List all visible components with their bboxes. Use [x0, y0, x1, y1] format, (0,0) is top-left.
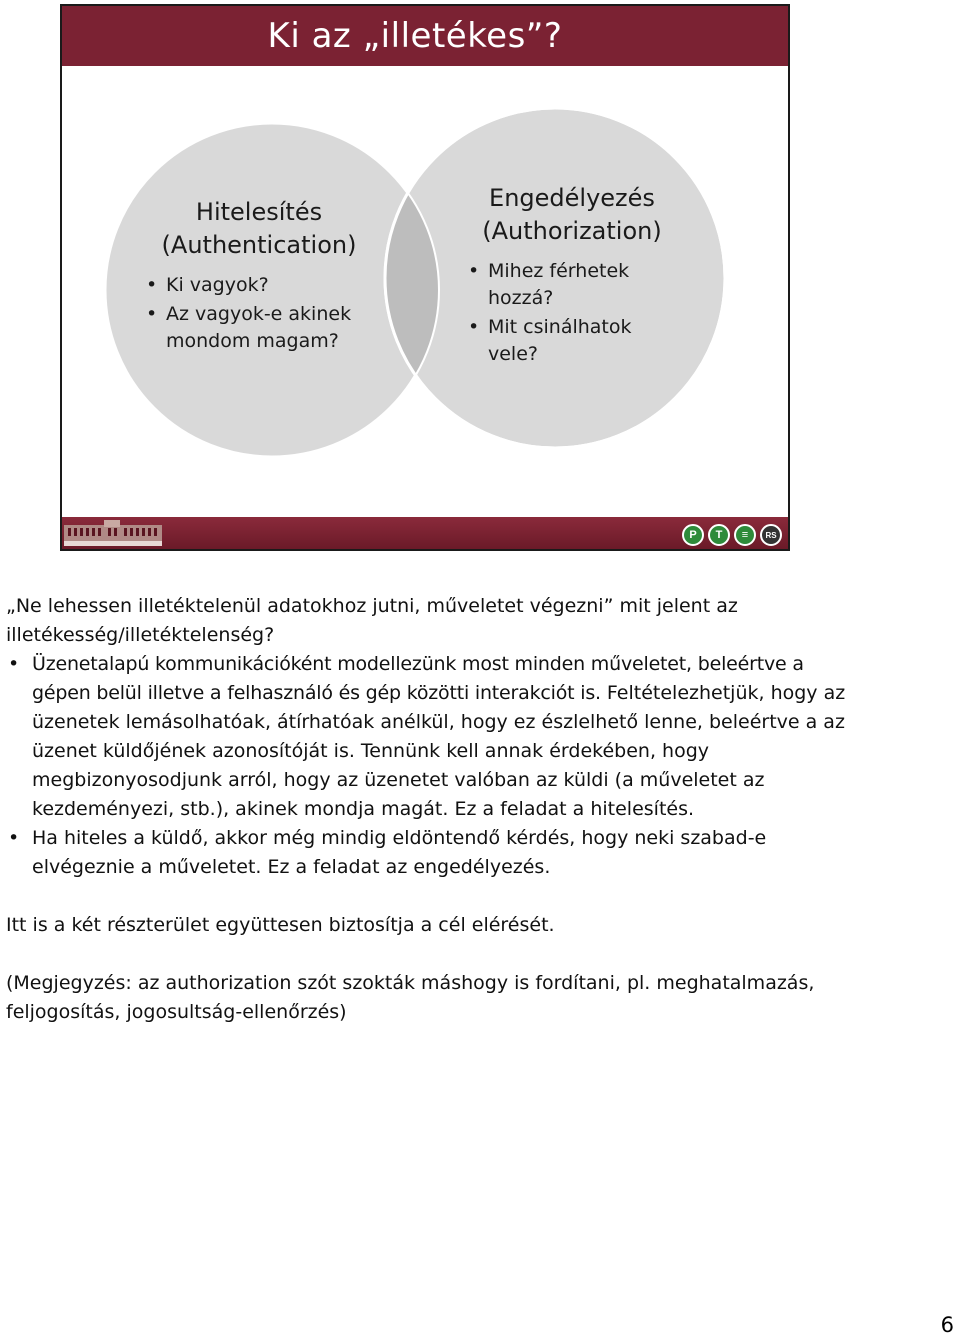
authorization-heading: Engedélyezés (Authorization) [482, 184, 662, 245]
page-number: 6 [940, 1313, 954, 1337]
list-item: • Mihez férhetek hozzá? [466, 258, 648, 312]
speaker-notes [6, 592, 846, 1027]
authorization-list [466, 258, 678, 368]
slide-footer [62, 517, 788, 549]
notes-bullets [6, 650, 846, 882]
list-item: • Ha hiteles a küldő, akkor még mindig eldöntendő kérdés, hogy neki szabad-e elvégeznie a műveletet. Ez a feladat az engedélyezés. [6, 824, 846, 882]
university-logo [64, 519, 164, 547]
notes-remark: (Megjegyzés: az authorization szót szokták máshogy is fordítani, pl. meghatalmazás, feljogosítás, jogosultság-ellenőrzés) [6, 972, 815, 1023]
list-item: • Ki vagyok? [144, 272, 374, 299]
slide-title-bar [62, 6, 788, 66]
list-item: • Mit csinálhatok vele? [466, 314, 648, 368]
bullet1-part1: Üzenetalapú kommunikációként modellezünk most minden műveletet, beleértve a gépen belül illetve a felhasználó és gép közötti interakciót is. [32, 653, 804, 704]
list-item [6, 650, 846, 824]
notes-intro: „Ne lehessen illetéktelenül adatokhoz jutni, műveletet végezni” mit jelent az illetékesség/illetéktelenség? [6, 595, 738, 646]
footer-badges [682, 524, 782, 546]
badge-p-icon: P [682, 524, 704, 546]
slide [60, 4, 790, 551]
authorization-block [466, 182, 678, 370]
badge-t-icon: T [708, 524, 730, 546]
badge-rs-icon: RS [760, 524, 782, 546]
authentication-list [144, 272, 374, 355]
slide-title: Ki az „illetékes”? [267, 16, 563, 56]
authentication-block [144, 196, 374, 357]
list-item: • Az vagyok-e akinek mondom magam? [144, 301, 366, 355]
authentication-heading: Hitelesítés (Authentication) [161, 198, 357, 259]
notes-summary: Itt is a két részterület együttesen biztosítja a cél elérését. [6, 914, 555, 936]
bullet1-part2: Feltételezhetjük, hogy az üzenetek lemásolhatóak, átírhatóak anélkül, hogy ez észlelhető lenne, beleértve a az üzenet küldőjének azonosítóját is. Tennünk kell annak érdekében, hogy megbizonyosodjunk arról, hogy az üzenetet valóban az küldi (a műveletet az kezdeményezi, stb.), akinek mondja magát. Ez a feladat a hitelesítés. [32, 682, 846, 820]
badge-lines-icon: ≡ [734, 524, 756, 546]
